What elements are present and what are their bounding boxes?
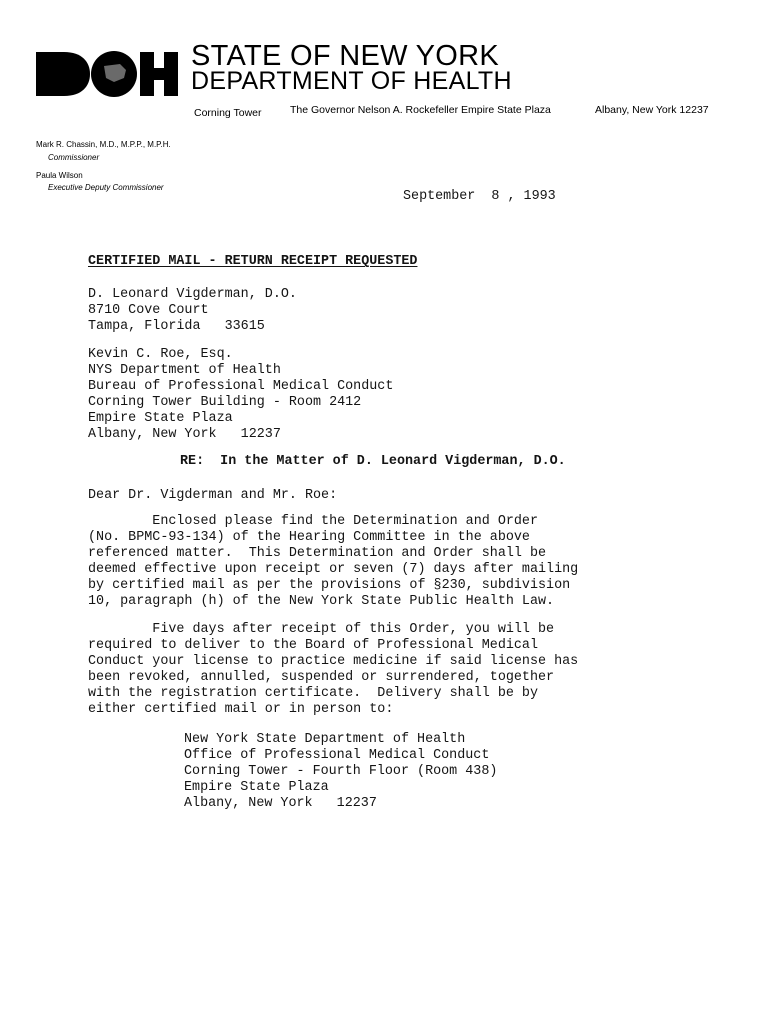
- commissioner-name: Mark R. Chassin, M.D., M.P.P., M.P.H.: [36, 140, 171, 149]
- recipient1-name: D. Leonard Vigderman, D.O.: [88, 287, 297, 302]
- paragraph1-line: deemed effective upon receipt or seven (7) days after mailing: [88, 562, 579, 577]
- subject-line: RE: In the Matter of D. Leonard Vigderman, D.O.: [180, 454, 566, 469]
- recipient1-street: 8710 Cove Court: [88, 303, 209, 318]
- delivery-city: Albany, New York 12237: [184, 796, 377, 811]
- delivery-address: [184, 732, 497, 812]
- recipient1-city: Tampa, Florida 33615: [88, 319, 265, 334]
- delivery-notice: CERTIFIED MAIL - RETURN RECEIPT REQUESTED: [88, 254, 418, 269]
- recipient2-name: Kevin C. Roe, Esq.: [88, 347, 233, 362]
- deputy-commissioner-name: Paula Wilson: [36, 171, 83, 180]
- paragraph2-line: either certified mail or in person to:: [88, 702, 394, 717]
- delivery-office: Office of Professional Medical Conduct: [184, 748, 490, 763]
- paragraph-determination: [88, 514, 578, 610]
- recipient-address-2: [88, 347, 393, 443]
- delivery-building: Corning Tower - Fourth Floor (Room 438): [184, 764, 498, 779]
- paragraph1-line: Enclosed please find the Determination and Order: [88, 514, 538, 529]
- recipient-address-1: [88, 287, 297, 335]
- recipient2-building: Corning Tower Building - Room 2412: [88, 395, 362, 410]
- recipient2-plaza: Empire State Plaza: [88, 411, 233, 426]
- paragraph-license-delivery: [88, 622, 578, 718]
- recipient2-city: Albany, New York 12237: [88, 427, 281, 442]
- paragraph1-line: referenced matter. This Determination and Order shall be: [88, 546, 547, 561]
- paragraph2-line: Five days after receipt of this Order, you will be: [88, 622, 555, 637]
- address-plaza: The Governor Nelson A. Rockefeller Empire State Plaza: [290, 104, 551, 116]
- letter-date: September 8 , 1993: [403, 189, 556, 204]
- recipient2-bureau: Bureau of Professional Medical Conduct: [88, 379, 394, 394]
- doh-logo: [34, 48, 180, 100]
- delivery-plaza: Empire State Plaza: [184, 780, 329, 795]
- letterhead-department: DEPARTMENT OF HEALTH: [191, 67, 512, 95]
- commissioner-title: Commissioner: [48, 153, 100, 162]
- paragraph1-line: (No. BPMC-93-134) of the Hearing Committee in the above: [88, 530, 530, 545]
- delivery-org: New York State Department of Health: [184, 732, 466, 747]
- paragraph1-line: by certified mail as per the provisions of §230, subdivision: [88, 578, 571, 593]
- paragraph2-line: required to deliver to the Board of Professional Medical: [88, 638, 538, 653]
- letterhead-state: STATE OF NEW YORK: [191, 40, 500, 72]
- recipient2-org: NYS Department of Health: [88, 363, 281, 378]
- paragraph2-line: with the registration certificate. Delivery shall be by: [88, 686, 538, 701]
- address-city: Albany, New York 12237: [595, 104, 709, 116]
- deputy-commissioner-title: Executive Deputy Commissioner: [48, 183, 164, 192]
- address-building: Corning Tower: [194, 107, 262, 119]
- paragraph2-line: been revoked, annulled, suspended or surrendered, together: [88, 670, 555, 685]
- salutation: Dear Dr. Vigderman and Mr. Roe:: [88, 488, 338, 503]
- paragraph1-line: 10, paragraph (h) of the New York State Public Health Law.: [88, 594, 555, 609]
- paragraph2-line: Conduct your license to practice medicine if said license has: [88, 654, 579, 669]
